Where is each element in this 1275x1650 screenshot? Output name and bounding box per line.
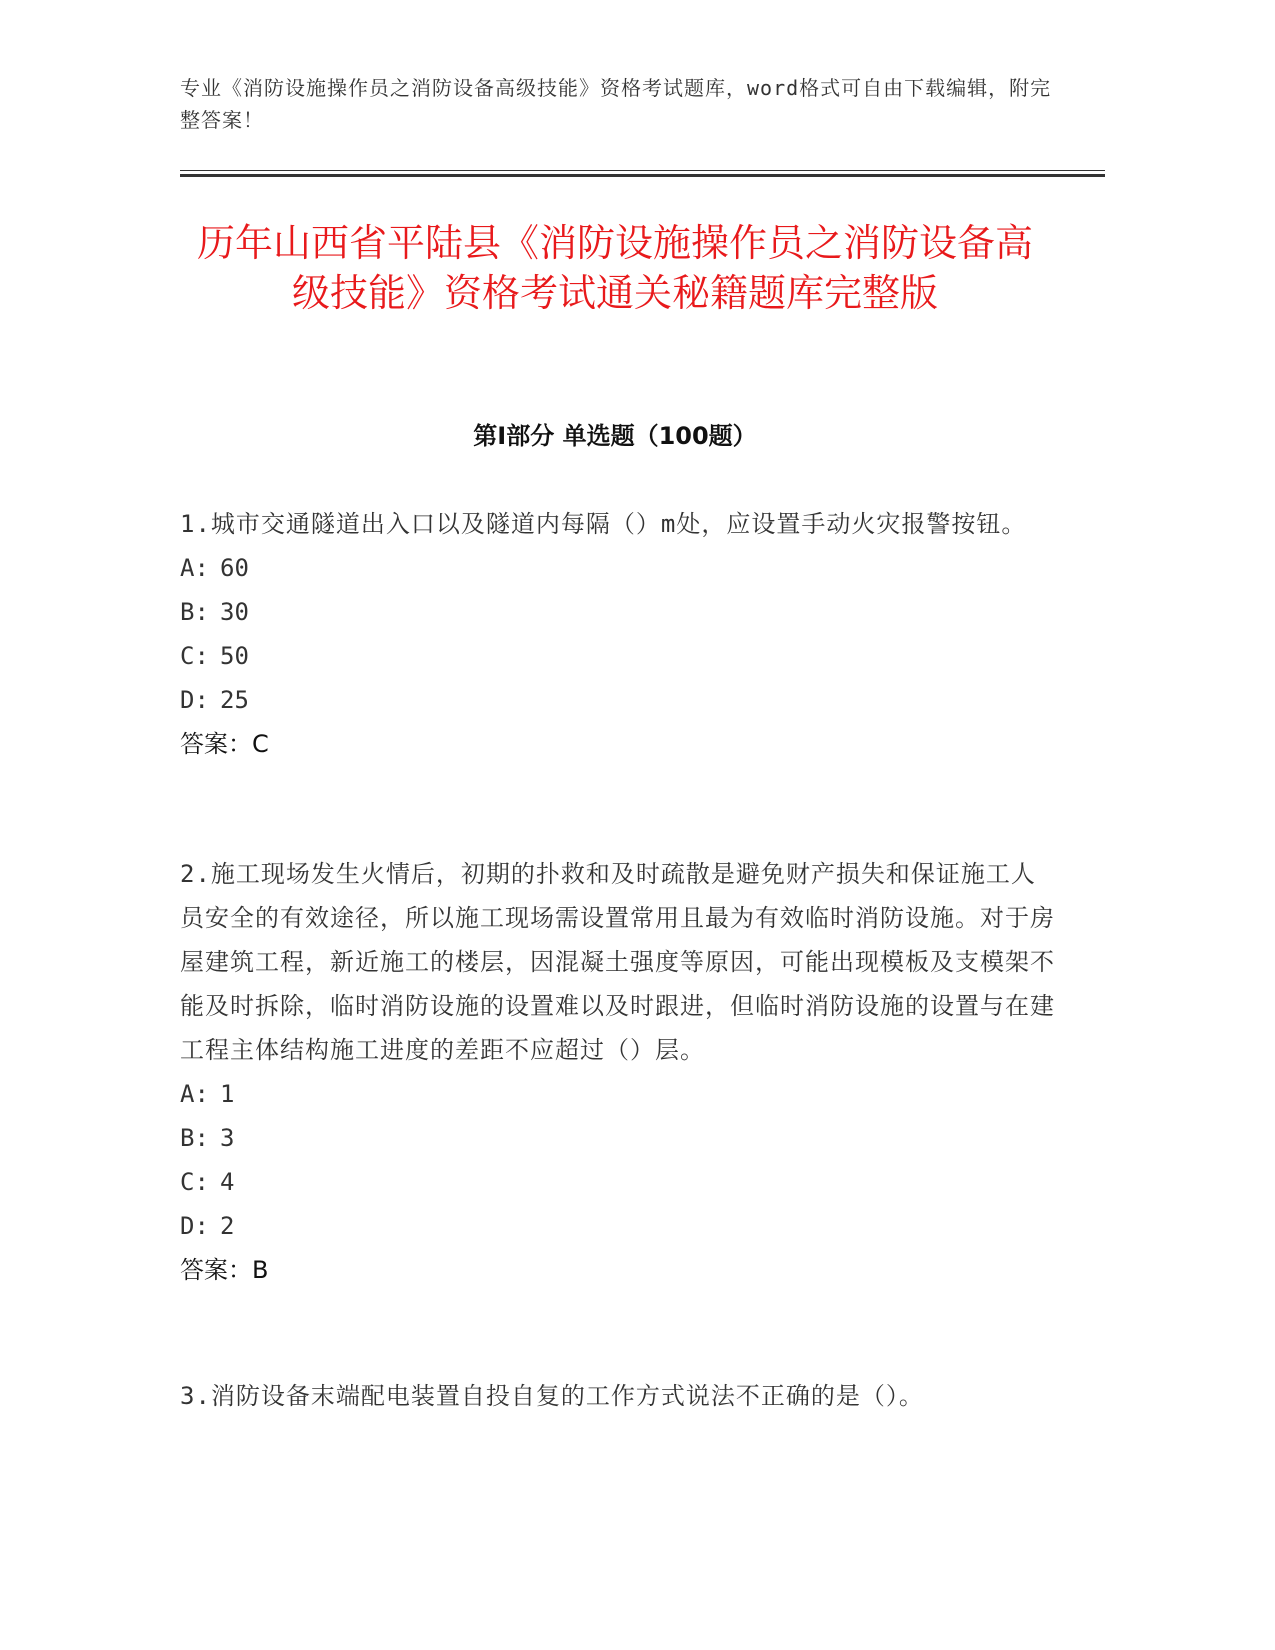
question-1 [180,502,1060,766]
option-key: C: [180,1168,209,1196]
option-value: 25 [220,686,249,714]
option-value: 2 [220,1212,235,1240]
option-value: 30 [220,598,249,626]
section-title: 第Ⅰ部分 单选题（100题） [473,422,757,450]
option-a [180,546,1060,590]
option-key: C: [180,642,209,670]
option-key: A: [180,554,209,582]
question-text: 3.消防设备末端配电装置自投自复的工作方式说法不正确的是（）。 [180,1382,924,1410]
option-d [180,1204,1060,1248]
option-key: D: [180,1212,209,1240]
option-value: 3 [220,1124,235,1152]
option-key: B: [180,598,209,626]
header-note: 专业《消防设施操作员之消防设备高级技能》资格考试题库，word格式可自由下载编辑，附完整答案！ [180,76,1052,132]
option-value: 60 [220,554,249,582]
option-b [180,1116,1060,1160]
header-rule-thick [180,174,1105,177]
option-key: A: [180,1080,209,1108]
option-b [180,590,1060,634]
option-key: D: [180,686,209,714]
question-text: 1.城市交通隧道出入口以及隧道内每隔（）m处，应设置手动火灾报警按钮。 [180,510,1027,538]
option-d [180,678,1060,722]
question-text: 2.施工现场发生火情后，初期的扑救和及时疏散是避免财产损失和保证施工人员安全的有效途径，所以施工现场需设置常用且最为有效临时消防设施。对于房屋建筑工程，新近施工的楼层，因混凝土强度等原因，可能出现模板及支模架不能及时拆除，临时消防设施的设置难以及时跟进，但临时消防设施的设置与在建工程主体结构施工进度的差距不应超过（）层。 [180,860,1055,1064]
question-2 [180,852,1060,1292]
option-key: B: [180,1124,209,1152]
option-c [180,1160,1060,1204]
answer: 答案：B [180,1256,269,1284]
answer: 答案：C [180,730,269,758]
document-title: 历年山西省平陆县《消防设施操作员之消防设备高级技能》资格考试通关秘籍题库完整版 [196,221,1033,315]
option-value: 4 [220,1168,235,1196]
option-value: 50 [220,642,249,670]
option-a [180,1072,1060,1116]
header-rule-thin [180,170,1105,171]
question-3 [180,1374,1060,1418]
option-value: 1 [220,1080,235,1108]
option-c [180,634,1060,678]
